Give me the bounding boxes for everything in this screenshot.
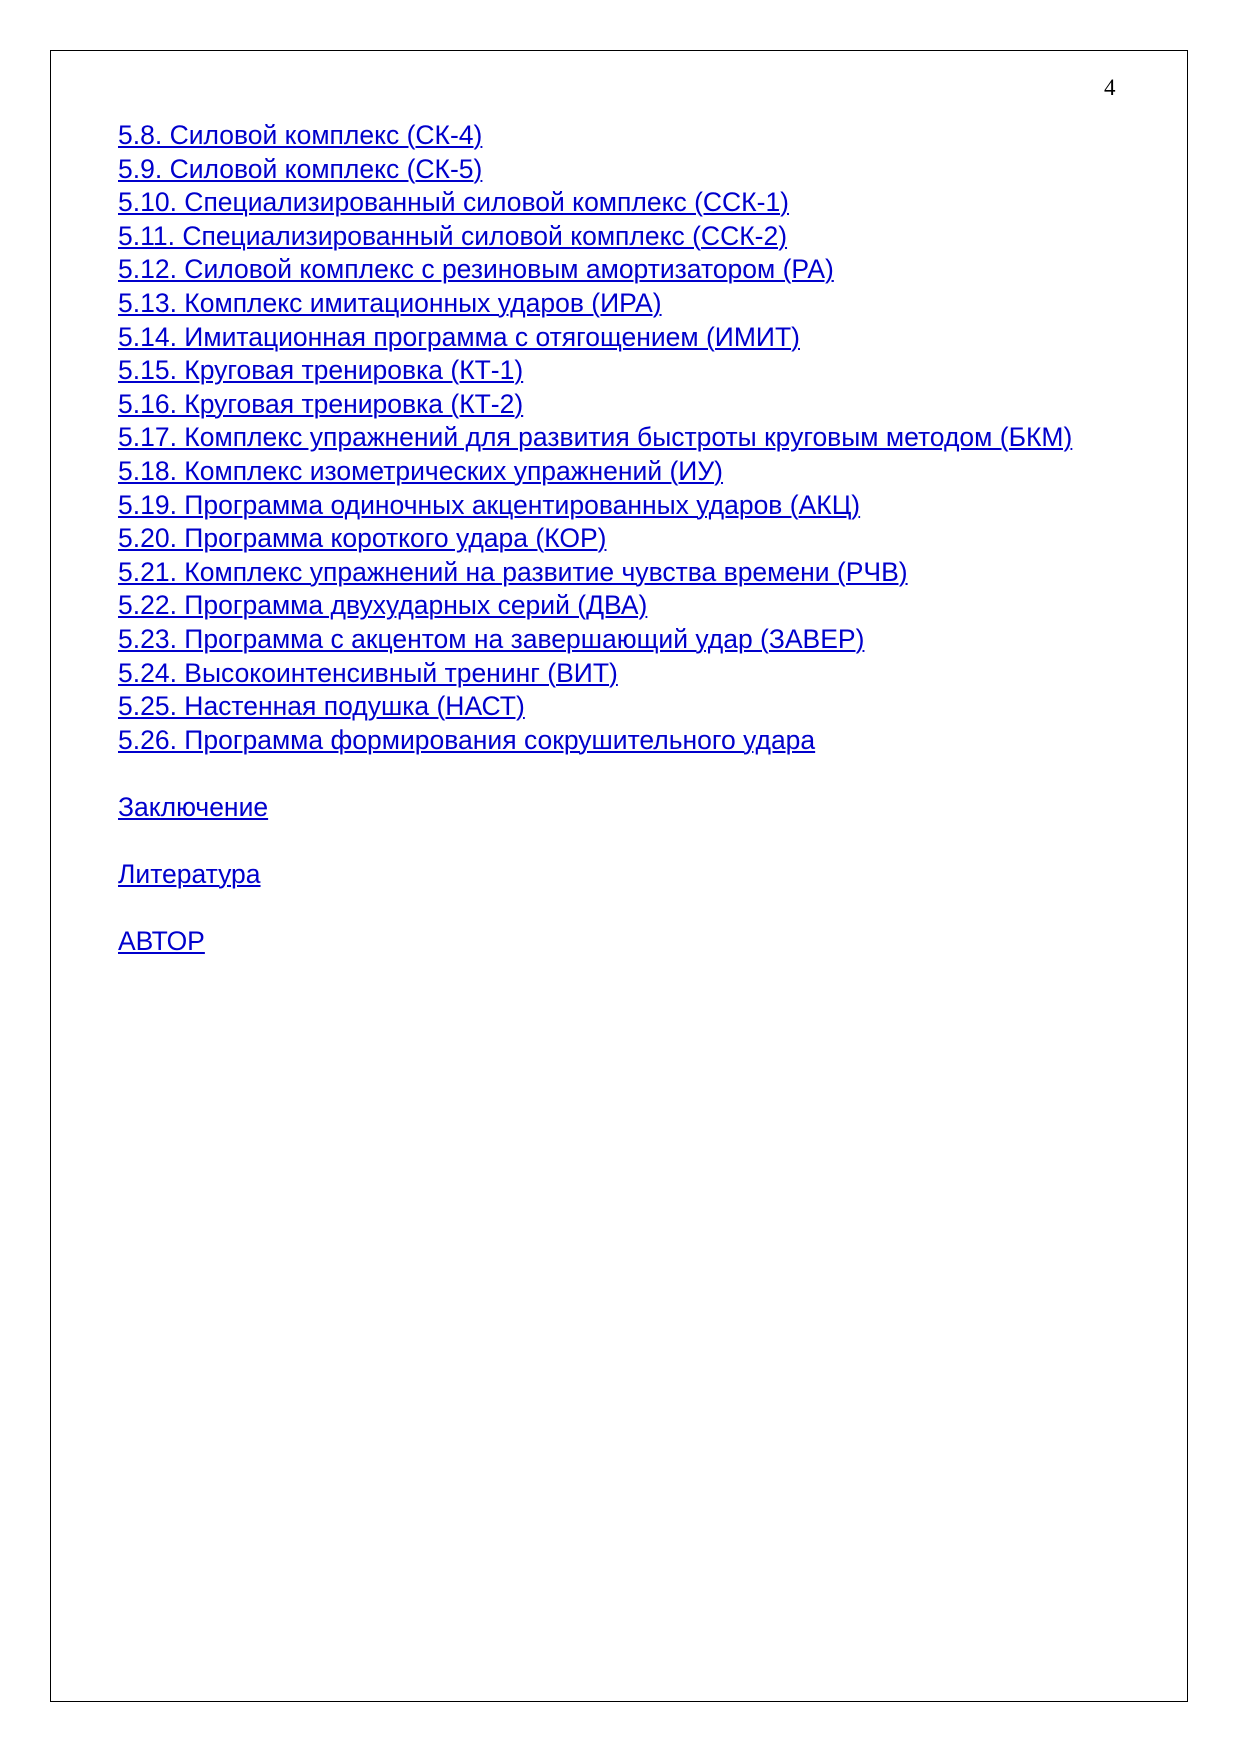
toc-link-5-26[interactable]: 5.26. Программа формирования сокрушительного удара	[118, 724, 816, 755]
toc-spacer	[118, 757, 1122, 791]
toc-link-5-17[interactable]: 5.17. Комплекс упражнений для развития быстроты круговым методом (БКМ)	[118, 422, 1073, 453]
toc-link-5-16[interactable]: 5.16. Круговая тренировка (КТ-2)	[118, 388, 524, 419]
toc-link-5-18[interactable]: 5.18. Комплекс изометрических упражнений (ИУ)	[118, 455, 724, 486]
toc-link-5-10[interactable]: 5.10. Специализированный силовой комплекс (ССК-1)	[118, 187, 790, 218]
author-link[interactable]: АВТОР	[118, 925, 205, 956]
toc-link-5-9[interactable]: 5.9. Силовой комплекс (СК-5)	[118, 153, 483, 184]
toc-link-5-20[interactable]: 5.20. Программа короткого удара (КОР)	[118, 523, 607, 554]
conclusion-link[interactable]: Заключение	[118, 791, 269, 822]
literature-link[interactable]: Литература	[118, 858, 261, 889]
toc-link-5-22[interactable]: 5.22. Программа двухударных серий (ДВА)	[118, 590, 648, 621]
toc-link-5-24[interactable]: 5.24. Высокоинтенсивный тренинг (ВИТ)	[118, 657, 618, 688]
page-number: 4	[1104, 75, 1116, 100]
toc-link-5-11[interactable]: 5.11. Специализированный силовой комплекс (ССК-2)	[118, 220, 788, 251]
toc-link-5-23[interactable]: 5.23. Программа с акцентом на завершающий удар (ЗАВЕР)	[118, 623, 865, 654]
toc-link-5-8[interactable]: 5.8. Силовой комплекс (СК-4)	[118, 120, 483, 150]
table-of-contents	[118, 119, 1122, 959]
toc-link-5-21[interactable]: 5.21. Комплекс упражнений на развитие чувства времени (РЧВ)	[118, 556, 908, 587]
toc-link-5-13[interactable]: 5.13. Комплекс имитационных ударов (ИРА)	[118, 287, 662, 318]
toc-link-5-12[interactable]: 5.12. Силовой комплекс с резиновым амортизатором (РА)	[118, 254, 834, 285]
toc-link-5-14[interactable]: 5.14. Имитационная программа с отягощением (ИМИТ)	[118, 321, 800, 352]
toc-spacer	[118, 824, 1122, 858]
toc-link-5-19[interactable]: 5.19. Программа одиночных акцентированных ударов (АКЦ)	[118, 489, 861, 520]
toc-link-5-25[interactable]: 5.25. Настенная подушка (НАСТ)	[118, 691, 525, 722]
toc-spacer	[118, 891, 1122, 925]
toc-link-5-15[interactable]: 5.15. Круговая тренировка (КТ-1)	[118, 355, 524, 386]
